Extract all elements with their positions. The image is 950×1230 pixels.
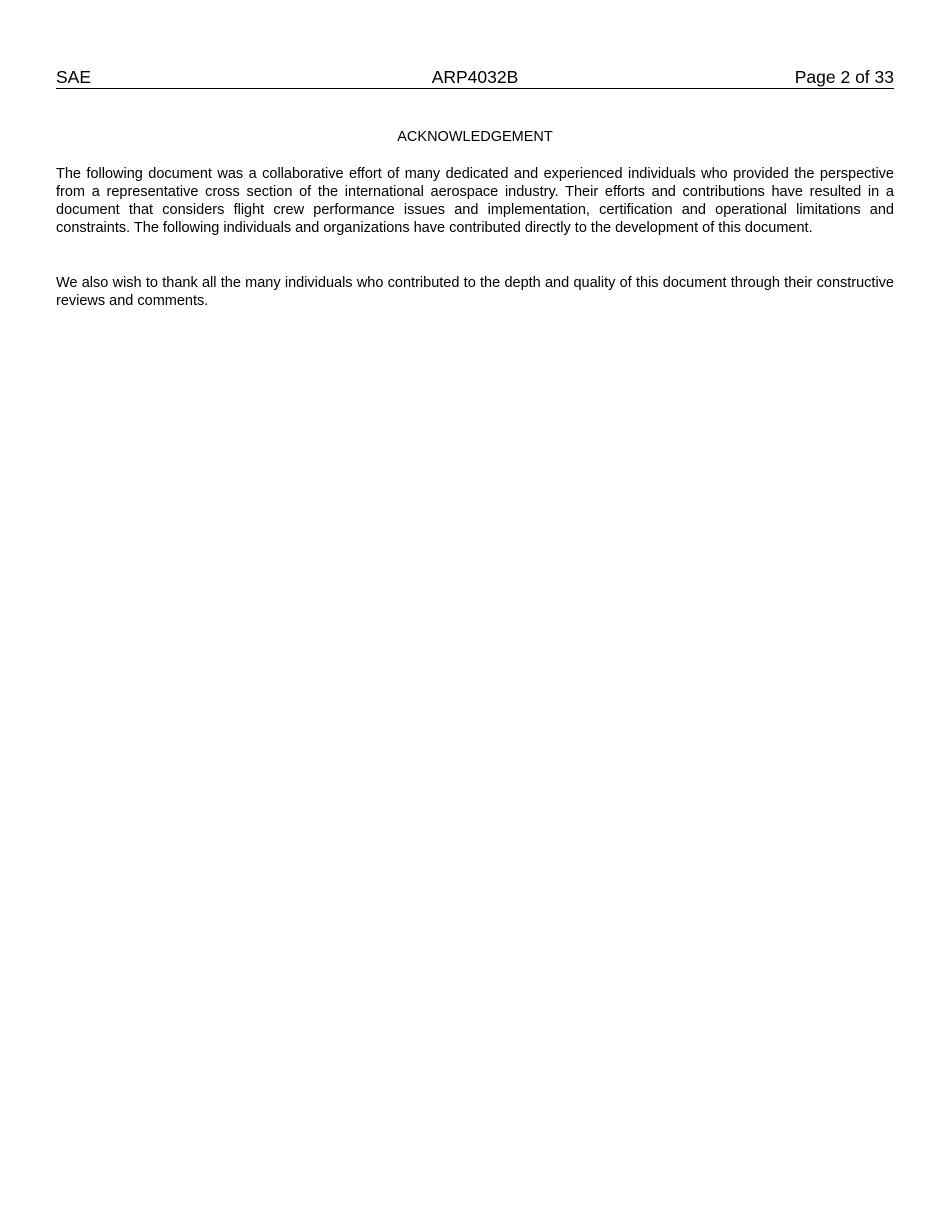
organization-name: SAE xyxy=(56,67,92,87)
document-number: ARP4032B xyxy=(431,67,519,87)
page-header xyxy=(56,66,894,89)
section-title: ACKNOWLEDGEMENT xyxy=(397,129,553,145)
page-number: Page 2 of 33 xyxy=(794,67,894,87)
acknowledgement-paragraph: The following document was a collaborative effort of many dedicated and experienced individuals who provided the perspective from a representative cross section of the international aerospace industry. Their efforts and contributions have resulted in a document that considers flight crew performance issues and implementation, certification and operational limitations and constraints. The following individuals and organizations have contributed directly to the development of this document. xyxy=(56,166,894,236)
thanks-paragraph: We also wish to thank all the many individuals who contributed to the depth and quality of this document through their constructive reviews and comments. xyxy=(56,275,894,309)
